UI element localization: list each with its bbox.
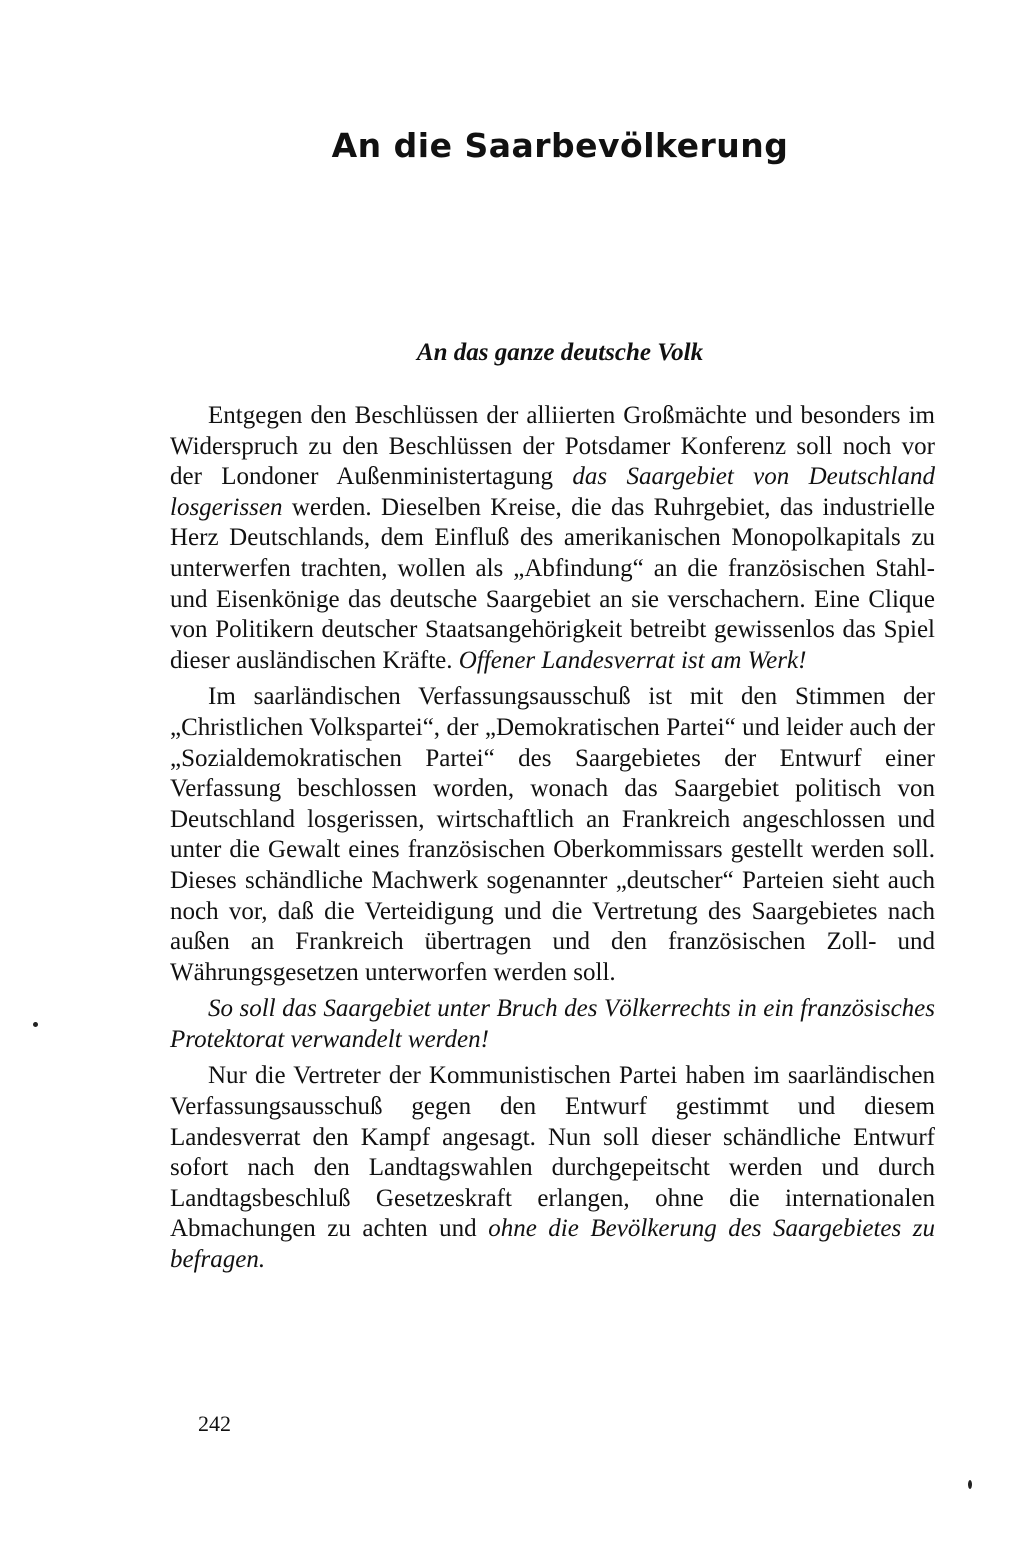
text-run: werden. Dieselben Kreise, die das Ruhrgebiet, das industrielle Herz Deutschlands, dem Einfluß des amerikanischen Monopolkapitals zu unterwerfen trachten, wollen als „Abfindung“ an die französischen Stahl- und Eisenkönige das deutsche Saargebiet an sie verschachern. Eine Clique von Politikern deutscher Staatsangehörigkeit betreibt gewissenlos das Spiel dieser ausländischen Kräfte. (170, 493, 935, 674)
paragraph (170, 401, 935, 676)
body-text (170, 401, 935, 1282)
emphasized-text: Offener Landesverrat ist am Werk! (458, 646, 807, 674)
page-title: An die Saarbevölkerung (331, 126, 789, 165)
page-number: 242 (198, 1411, 231, 1436)
emphasized-text: ohne die Bevölkerung des Saargebietes zu befragen. (170, 1215, 935, 1274)
scan-speck (968, 1480, 972, 1489)
emphasized-text: So soll das Saargebiet unter Bruch des Völkerrechts in ein französisches Protektorat verwandelt werden! (170, 995, 935, 1053)
text-run: Nur die Vertreter der Kommunistischen Partei haben im saarländischen Verfassungsausschuß gegen den Entwurf gestimmt und diesem Landesverrat den Kampf angesagt. Nun soll dieser schändliche Entwurf sofort nach den Landtagswahlen durchgepeitscht werden und durch Landtagsbeschluß Gesetzeskraft erlangen, ohne die internationalen Abmachungen zu achten und (170, 1062, 935, 1243)
paragraph (170, 994, 935, 1055)
paragraph (170, 682, 935, 988)
section-subtitle: An das ganze deutsche Volk (416, 339, 704, 366)
paragraph (170, 1061, 935, 1275)
text-run: Entgegen den Beschlüssen der alliierten Großmächte und besonders im Widerspruch zu den Beschlüssen der Potsdamer Konferenz soll noch vor der Londoner Außenministertagung (170, 402, 935, 491)
scan-speck (33, 1022, 38, 1027)
emphasized-text: das Saargebiet von Deutschland losgerissen (170, 463, 935, 521)
text-run: Im saarländischen Verfassungsausschuß ist mit den Stimmen der „Christlichen Volkspartei“, der „Demokratischen Partei“ und leider auch der „Sozialdemokratischen Partei“ des Saargebietes der Entwurf einer Verfassung beschlossen worden, wonach das Saargebiet politisch von Deutschland losgerissen, wirtschaftlich an Frankreich angeschlossen und unter die Gewalt eines französischen Oberkommissars gestellt werden soll. Dieses schändliche Machwerk sogenannter „deutscher“ Parteien sieht auch noch vor, daß die Verteidigung und die Vertretung des Saargebietes nach außen an Frankreich übertragen und den französischen Zoll- und Währungsgesetzen unterworfen werden soll. (170, 683, 935, 986)
